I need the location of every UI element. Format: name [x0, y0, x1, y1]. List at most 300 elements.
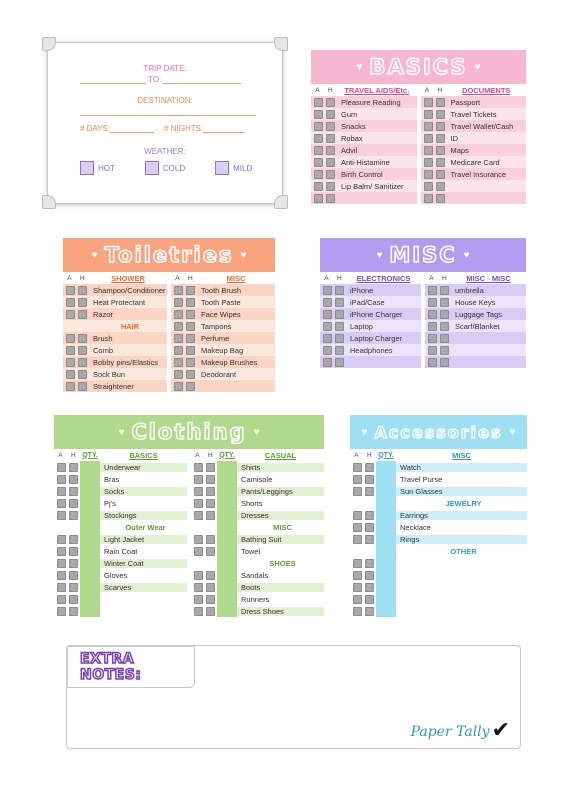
weather-checkbox[interactable] [215, 161, 229, 175]
checkbox-group [54, 595, 80, 604]
item-label: Bathing Suit [237, 535, 324, 544]
checkbox-away[interactable] [194, 487, 203, 496]
qty-cell[interactable] [80, 557, 100, 569]
qty-cell[interactable] [80, 569, 100, 581]
check-headers [311, 87, 337, 94]
checkbox-away[interactable] [323, 322, 332, 331]
item-label: Earrings [396, 511, 527, 520]
qty-cell[interactable] [217, 593, 237, 605]
item-label: Tooth Paste [201, 297, 241, 307]
list-item [54, 605, 187, 617]
list-item [425, 284, 526, 296]
qty-cell[interactable] [376, 569, 396, 581]
check-header: H [337, 274, 342, 282]
checkbox-home[interactable] [206, 463, 215, 472]
checkbox-away[interactable] [66, 346, 75, 355]
checkbox-away[interactable] [66, 358, 75, 367]
checkbox-away[interactable] [424, 158, 433, 167]
checkbox-away[interactable] [353, 595, 362, 604]
checkbox-home[interactable] [436, 98, 445, 107]
checkbox-away[interactable] [424, 122, 433, 131]
category-header: MISC [452, 450, 471, 460]
checkbox-away[interactable] [314, 122, 323, 131]
days-nights-row [80, 124, 245, 133]
checkbox-home[interactable] [78, 346, 87, 355]
qty-cell[interactable] [376, 509, 396, 521]
qty-cell[interactable] [80, 521, 100, 533]
item-label: Birth Control [337, 170, 417, 179]
check-header: H [71, 451, 76, 459]
item-label: Passport [447, 98, 527, 107]
checkbox-home[interactable] [186, 334, 195, 343]
checkbox-home[interactable] [206, 535, 215, 544]
checkbox-away[interactable] [323, 346, 332, 355]
checkbox-away[interactable] [314, 110, 323, 119]
check-headers [191, 452, 217, 459]
section-title: MISC [389, 243, 457, 267]
extra-notes-box[interactable] [66, 645, 521, 749]
item-label: Socks [100, 487, 187, 496]
checkbox-away[interactable] [57, 463, 66, 472]
qty-cell[interactable] [376, 485, 396, 497]
qty-cell[interactable] [217, 557, 237, 569]
trip-info-card [47, 42, 283, 204]
checkbox-home[interactable] [69, 535, 78, 544]
qty-cell[interactable] [376, 545, 396, 557]
qty-cell[interactable] [217, 605, 237, 617]
subcategory-heading: MISC [237, 521, 324, 533]
item-label: Bobby pins/Elastics [93, 357, 159, 367]
check-header: A [58, 451, 63, 459]
photo-corner [274, 195, 288, 209]
checkbox-away[interactable] [323, 358, 332, 367]
checkbox-away[interactable] [57, 499, 66, 508]
checkbox-away[interactable] [424, 194, 433, 203]
checkbox-group [311, 146, 337, 155]
list-item [191, 569, 324, 581]
weather-options [80, 161, 252, 175]
checkbox-away[interactable] [174, 286, 183, 295]
checkbox-home[interactable] [69, 583, 78, 592]
column-header-row [63, 272, 167, 284]
checkbox-group [350, 463, 376, 472]
checkbox-home[interactable] [78, 310, 87, 319]
checkbox-home[interactable] [335, 310, 344, 319]
checkbox-away[interactable] [353, 475, 362, 484]
checkbox-home[interactable] [69, 475, 78, 484]
trip-start-field[interactable] [80, 75, 146, 84]
checkbox-home[interactable] [326, 194, 335, 203]
item-label: Robax [341, 133, 363, 143]
checkbox-home[interactable] [335, 334, 344, 343]
checkbox-home[interactable] [78, 286, 87, 295]
list-item [191, 605, 324, 617]
subheader-row [54, 521, 187, 533]
checkbox-home[interactable] [436, 134, 445, 143]
checkbox-away[interactable] [353, 571, 362, 580]
checkbox-home[interactable] [365, 535, 374, 544]
checkbox-home[interactable] [78, 382, 87, 391]
checkbox-away[interactable] [428, 346, 437, 355]
checkbox-away[interactable] [323, 286, 332, 295]
checkbox-away[interactable] [57, 475, 66, 484]
checkbox-away[interactable] [428, 298, 437, 307]
checkbox-home[interactable] [186, 346, 195, 355]
checkbox-group [171, 298, 197, 307]
checkbox-home[interactable] [186, 322, 195, 331]
item-label: Sock Bun [93, 369, 126, 379]
checklist-column [311, 84, 417, 204]
check-header: H [328, 86, 333, 94]
item-label: Towel [237, 547, 324, 556]
checkbox-away[interactable] [323, 334, 332, 343]
checkbox-home[interactable] [326, 158, 335, 167]
checkbox-home[interactable] [365, 511, 374, 520]
qty-cell[interactable] [80, 509, 100, 521]
checkbox-home[interactable] [69, 595, 78, 604]
qty-cell[interactable] [217, 521, 237, 533]
qty-cell[interactable] [217, 533, 237, 545]
checkbox-home[interactable] [436, 122, 445, 131]
checkbox-home[interactable] [335, 346, 344, 355]
checkbox-home[interactable] [69, 559, 78, 568]
checkbox-group [63, 370, 89, 379]
checkbox-away[interactable] [424, 110, 433, 119]
checkbox-away[interactable] [323, 298, 332, 307]
item-label: Bras [100, 475, 187, 484]
item-label: Shirts [237, 463, 324, 472]
checkbox-away[interactable] [57, 559, 66, 568]
checklist-rows [171, 284, 275, 392]
qty-cell[interactable] [80, 485, 100, 497]
weather-option-mild[interactable] [215, 161, 252, 175]
qty-cell[interactable] [376, 497, 396, 509]
checkbox-home[interactable] [326, 110, 335, 119]
checkbox-home[interactable] [365, 595, 374, 604]
qty-cell[interactable] [80, 461, 100, 473]
list-item [425, 308, 526, 320]
item-label: Maps [447, 146, 527, 155]
checkbox-away[interactable] [353, 511, 362, 520]
checkbox-away[interactable] [174, 298, 183, 307]
checkbox-away[interactable] [314, 146, 323, 155]
checkbox-home[interactable] [78, 370, 87, 379]
checkbox-away[interactable] [174, 322, 183, 331]
checkbox-away[interactable] [314, 194, 323, 203]
checkbox-home[interactable] [326, 146, 335, 155]
qty-cell[interactable] [217, 569, 237, 581]
checkbox-home[interactable] [69, 571, 78, 580]
checkbox-home[interactable] [78, 298, 87, 307]
list-item [350, 473, 527, 485]
checkbox-home[interactable] [365, 523, 374, 532]
weather-checkbox[interactable] [145, 161, 159, 175]
checkbox-home[interactable] [440, 286, 449, 295]
nights-field[interactable] [203, 124, 245, 133]
checkbox-away[interactable] [194, 499, 203, 508]
checkbox-away[interactable] [353, 487, 362, 496]
checkbox-home[interactable] [436, 158, 445, 167]
checkbox-home[interactable] [440, 322, 449, 331]
checkbox-group [63, 286, 89, 295]
checkbox-away[interactable] [194, 583, 203, 592]
checkbox-home[interactable] [69, 511, 78, 520]
checkbox-away[interactable] [314, 134, 323, 143]
checkbox-home[interactable] [365, 571, 374, 580]
checkbox-away[interactable] [353, 535, 362, 544]
checkbox-away[interactable] [314, 182, 323, 191]
qty-cell[interactable] [376, 605, 396, 617]
checkbox-away[interactable] [194, 463, 203, 472]
heart-icon: ♥ [253, 426, 260, 438]
list-item [54, 569, 187, 581]
checkbox-away[interactable] [424, 134, 433, 143]
checkbox-group [171, 358, 197, 367]
list-item [350, 533, 527, 545]
misc-section [320, 238, 526, 368]
checkbox-away[interactable] [57, 535, 66, 544]
qty-cell[interactable] [80, 497, 100, 509]
checkbox-home[interactable] [326, 170, 335, 179]
checkbox-away[interactable] [174, 310, 183, 319]
checkbox-home[interactable] [206, 499, 215, 508]
checklist-column [171, 272, 275, 392]
qty-cell[interactable] [80, 581, 100, 593]
checkbox-away[interactable] [424, 170, 433, 179]
subcategory-heading: JEWELRY [396, 497, 527, 509]
weather-option-cold[interactable] [145, 161, 185, 175]
checkbox-group [191, 583, 217, 592]
qty-cell[interactable] [376, 557, 396, 569]
check-header: A [354, 451, 359, 459]
list-item [421, 192, 527, 204]
checkbox-home[interactable] [186, 298, 195, 307]
checkbox-away[interactable] [428, 310, 437, 319]
checkbox-home[interactable] [206, 571, 215, 580]
checkbox-away[interactable] [194, 571, 203, 580]
checkbox-home[interactable] [436, 110, 445, 119]
checkbox-away[interactable] [428, 334, 437, 343]
checkbox-home[interactable] [206, 595, 215, 604]
item-label: Pleasure Reading [337, 98, 417, 107]
heart-icon: ♥ [361, 426, 368, 438]
list-item [191, 545, 324, 557]
checkbox-group [191, 463, 217, 472]
qty-cell[interactable] [80, 593, 100, 605]
checkbox-group [311, 170, 337, 179]
qty-cell[interactable] [217, 545, 237, 557]
checkbox-away[interactable] [174, 382, 183, 391]
checkbox-away[interactable] [194, 475, 203, 484]
qty-cell[interactable] [80, 533, 100, 545]
checkbox-home[interactable] [206, 511, 215, 520]
checkbox-home[interactable] [335, 358, 344, 367]
checkbox-away[interactable] [57, 547, 66, 556]
checkbox-away[interactable] [424, 98, 433, 107]
check-headers [54, 452, 80, 459]
qty-cell[interactable] [80, 605, 100, 617]
checkbox-away[interactable] [66, 286, 75, 295]
checkbox-away[interactable] [57, 607, 66, 616]
trip-end-field[interactable] [163, 75, 241, 84]
checkbox-group [54, 511, 80, 520]
checkbox-away[interactable] [57, 511, 66, 520]
item-label: Light Jacket [100, 535, 187, 544]
checkbox-home[interactable] [436, 170, 445, 179]
checkbox-home[interactable] [69, 463, 78, 472]
checkbox-home[interactable] [436, 146, 445, 155]
checkbox-away[interactable] [174, 346, 183, 355]
checkbox-home[interactable] [69, 499, 78, 508]
check-header: A [324, 274, 329, 282]
checkbox-away[interactable] [353, 463, 362, 472]
checkbox-group [350, 571, 376, 580]
list-item [171, 320, 275, 332]
qty-cell[interactable] [376, 533, 396, 545]
checkbox-home[interactable] [440, 346, 449, 355]
checkbox-away[interactable] [353, 583, 362, 592]
checkbox-home[interactable] [365, 583, 374, 592]
heart-icon: ♥ [240, 249, 247, 261]
checkbox-away[interactable] [174, 358, 183, 367]
checkbox-home[interactable] [436, 194, 445, 203]
checkbox-home[interactable] [78, 358, 87, 367]
checkbox-away[interactable] [424, 182, 433, 191]
checkbox-away[interactable] [194, 547, 203, 556]
checkbox-home[interactable] [206, 607, 215, 616]
checkbox-away[interactable] [57, 487, 66, 496]
checkbox-away[interactable] [66, 334, 75, 343]
qty-cell[interactable] [376, 473, 396, 485]
checkbox-home[interactable] [326, 98, 335, 107]
checkbox-home[interactable] [365, 607, 374, 616]
qty-cell[interactable] [80, 473, 100, 485]
qty-cell[interactable] [217, 581, 237, 593]
checkbox-home[interactable] [365, 463, 374, 472]
checkbox-home[interactable] [69, 547, 78, 556]
qty-cell[interactable] [217, 509, 237, 521]
checkbox-away[interactable] [66, 310, 75, 319]
qty-cell[interactable] [217, 485, 237, 497]
checkbox-away[interactable] [314, 98, 323, 107]
list-item [54, 509, 187, 521]
checkbox-home[interactable] [335, 322, 344, 331]
checkbox-home[interactable] [335, 298, 344, 307]
checkbox-home[interactable] [69, 607, 78, 616]
photo-corner [274, 37, 288, 51]
destination-field[interactable] [80, 115, 256, 116]
checkbox-away[interactable] [424, 146, 433, 155]
qty-cell[interactable] [376, 581, 396, 593]
checkbox-home[interactable] [206, 583, 215, 592]
checkbox-away[interactable] [57, 583, 66, 592]
checkbox-away[interactable] [353, 559, 362, 568]
checkbox-away[interactable] [194, 535, 203, 544]
checkbox-home[interactable] [440, 358, 449, 367]
checkbox-away[interactable] [314, 170, 323, 179]
qty-cell[interactable] [376, 593, 396, 605]
category-header: MISC [226, 273, 246, 283]
checkbox-home[interactable] [186, 286, 195, 295]
weather-option-hot[interactable] [80, 161, 115, 175]
qty-cell[interactable] [376, 461, 396, 473]
checkbox-away[interactable] [174, 334, 183, 343]
days-field[interactable] [110, 124, 154, 133]
checkbox-away[interactable] [428, 286, 437, 295]
extra-notes-title: EXTRA NOTES: [67, 646, 195, 688]
checkbox-home[interactable] [186, 370, 195, 379]
checkbox-home[interactable] [436, 182, 445, 191]
checkbox-home[interactable] [335, 286, 344, 295]
checkbox-home[interactable] [326, 182, 335, 191]
qty-cell[interactable] [217, 461, 237, 473]
checkbox-home[interactable] [186, 310, 195, 319]
category-header: DOCUMENTS [462, 85, 511, 95]
checkbox-away[interactable] [194, 595, 203, 604]
qty-cell[interactable] [376, 521, 396, 533]
list-item [171, 344, 275, 356]
checkbox-group [425, 286, 451, 295]
checkbox-home[interactable] [365, 475, 374, 484]
checkbox-group [311, 194, 337, 203]
checkbox-away[interactable] [353, 607, 362, 616]
checkbox-home[interactable] [69, 487, 78, 496]
qty-cell[interactable] [217, 473, 237, 485]
checkbox-home[interactable] [365, 487, 374, 496]
item-label: iPhone [350, 285, 374, 295]
list-item [63, 284, 167, 296]
checkbox-home[interactable] [326, 134, 335, 143]
checkbox-home[interactable] [186, 382, 195, 391]
checkbox-home[interactable] [440, 298, 449, 307]
weather-checkbox[interactable] [80, 161, 94, 175]
checkbox-home[interactable] [440, 334, 449, 343]
list-item [311, 96, 417, 108]
checkbox-away[interactable] [323, 310, 332, 319]
section-title: BASICS [369, 55, 468, 79]
checkbox-away[interactable] [57, 595, 66, 604]
checkbox-home[interactable] [326, 122, 335, 131]
checkbox-away[interactable] [428, 358, 437, 367]
checkbox-home[interactable] [365, 559, 374, 568]
checkbox-away[interactable] [194, 511, 203, 520]
checkbox-home[interactable] [206, 547, 215, 556]
checkbox-away[interactable] [314, 158, 323, 167]
checkbox-away[interactable] [66, 298, 75, 307]
qty-cell[interactable] [217, 497, 237, 509]
checkbox-away[interactable] [66, 382, 75, 391]
list-item [425, 320, 526, 332]
item-label: Travel Insurance [447, 170, 527, 179]
checkbox-away[interactable] [194, 607, 203, 616]
checkbox-group [171, 286, 197, 295]
checkbox-home[interactable] [186, 358, 195, 367]
checkbox-away[interactable] [66, 370, 75, 379]
checkbox-home[interactable] [440, 310, 449, 319]
checkbox-home[interactable] [206, 475, 215, 484]
checkbox-home[interactable] [78, 334, 87, 343]
checkbox-away[interactable] [353, 523, 362, 532]
list-item [311, 132, 417, 144]
checkbox-away[interactable] [428, 322, 437, 331]
days-label: # DAYS: [80, 124, 111, 133]
checkbox-home[interactable] [206, 487, 215, 496]
qty-cell[interactable] [80, 545, 100, 557]
checkbox-away[interactable] [174, 370, 183, 379]
item-label: Razor [93, 309, 114, 319]
subcategory-heading: OTHER [396, 545, 527, 557]
checkbox-away[interactable] [57, 571, 66, 580]
